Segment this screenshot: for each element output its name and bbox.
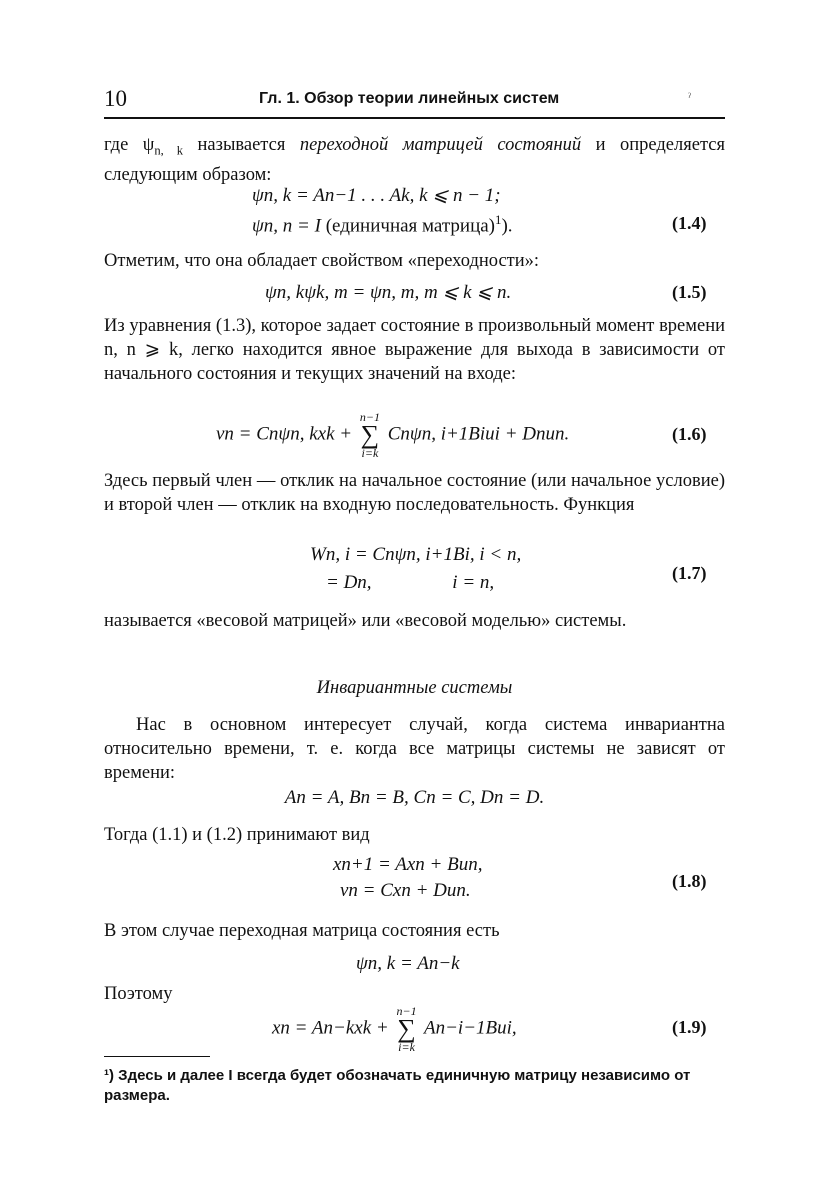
eq19-sum-symbol: ∑ [397, 1014, 416, 1043]
eq16-rhs: Cnψn, i+1Biui + Dnun. [387, 423, 570, 445]
p1-text-c: и определяется следующим образом: [104, 135, 725, 185]
paragraph-3: Из уравнения (1.3), которое задает состояние в произвольный момент времени n, n ⩾ k, легко находится явное выражение для выхода в зависимости от начального состояния и текущих значений на входе: [104, 316, 725, 384]
summation-1-9 [396, 1004, 416, 1054]
paragraph-6: Нас в основном интересует случай, когда система инвариантна относительно времени, т. е. когда все матрицы системы не зависят от времени: [104, 715, 725, 783]
footnote-text: Здесь и далее I всегда будет обозначать единичную матрицу независимо от размера. [104, 1067, 691, 1104]
footnote [104, 1066, 725, 1106]
eq14-math: ψn, n = I [252, 215, 321, 237]
eq14-footnote-ref: 1 [495, 212, 502, 227]
equation-invariance: An = A, Bn = B, Cn = C, Dn = D. [284, 787, 545, 808]
equation-1-8-line-2: vn = Cxn + Dun. [340, 880, 471, 901]
header-rule [104, 117, 725, 119]
equation-1-4-line-2 [252, 212, 513, 237]
equation-1-4-line-1: ψn, k = An−1 . . . Ak, k ⩽ n − 1; [252, 185, 501, 206]
equation-number-1-7: (1.7) [672, 563, 707, 583]
footnote-marker: ¹) [104, 1067, 114, 1084]
equation-1-7-line-2: = Dn, i = n, [326, 572, 495, 593]
paragraph-7: Тогда (1.1) и (1.2) принимают вид [104, 825, 370, 845]
p1-subscript: n, k [154, 143, 184, 158]
eq19-lhs: xn = An−kxk + [272, 1017, 389, 1039]
paragraph-4: Здесь первый член — отклик на начальное состояние (или начальное условие) и второй член — отклик на входную последовательность. Функция [104, 471, 725, 515]
equation-1-8-line-1: xn+1 = Axn + Bun, [333, 854, 483, 875]
equation-number-1-4: (1.4) [672, 213, 707, 233]
footnote-rule [104, 1056, 210, 1057]
equation-number-1-6: (1.6) [672, 424, 707, 444]
eq16-sum-lower: i=k [361, 446, 379, 460]
eq14-end: ). [501, 215, 513, 237]
eq16-sum-upper: n−1 [359, 410, 380, 424]
paragraph-9: Поэтому [104, 984, 173, 1004]
stray-mark: ˀ [688, 90, 691, 104]
eq16-sum-symbol: ∑ [360, 420, 380, 449]
running-title: Гл. 1. Обзор теории линейных систем [259, 90, 560, 107]
equation-1-6 [216, 410, 569, 460]
eq19-sum-lower: i=k [398, 1040, 415, 1054]
p1-text-a: где ψ [104, 135, 155, 155]
equation-1-9 [272, 1004, 517, 1054]
equation-1-7-line-1: Wn, i = Cnψn, i+1Bi, i < n, [310, 544, 522, 565]
equation-number-1-5: (1.5) [672, 282, 707, 302]
eq19-rhs: An−i−1Bui, [424, 1017, 517, 1039]
eq16-lhs: vn = Cnψn, kxk + [216, 423, 353, 445]
summation-1-6 [360, 410, 380, 460]
eq19-sum-upper: n−1 [396, 1004, 417, 1018]
paragraph-8: В этом случае переходная матрица состояния есть [104, 921, 500, 941]
page-number: 10 [104, 86, 127, 111]
equation-1-5: ψn, kψk, m = ψn, m, m ⩽ k ⩽ n. [265, 282, 512, 303]
p1-text-b: называется [183, 135, 300, 155]
p1-emphasis: переходной матрицей состояний [299, 135, 582, 155]
paragraph-1 [104, 133, 725, 187]
equation-number-1-8: (1.8) [672, 871, 707, 891]
equation-number-1-9: (1.9) [672, 1017, 707, 1037]
eq14-text: (единичная матрица) [320, 215, 495, 237]
section-title: Инвариантные системы [316, 678, 513, 698]
equation-transition: ψn, k = An−k [356, 953, 460, 974]
paragraph-5: называется «весовой матрицей» или «весовой моделью» системы. [104, 611, 627, 631]
paragraph-2: Отметим, что она обладает свойством «переходности»: [104, 251, 540, 271]
